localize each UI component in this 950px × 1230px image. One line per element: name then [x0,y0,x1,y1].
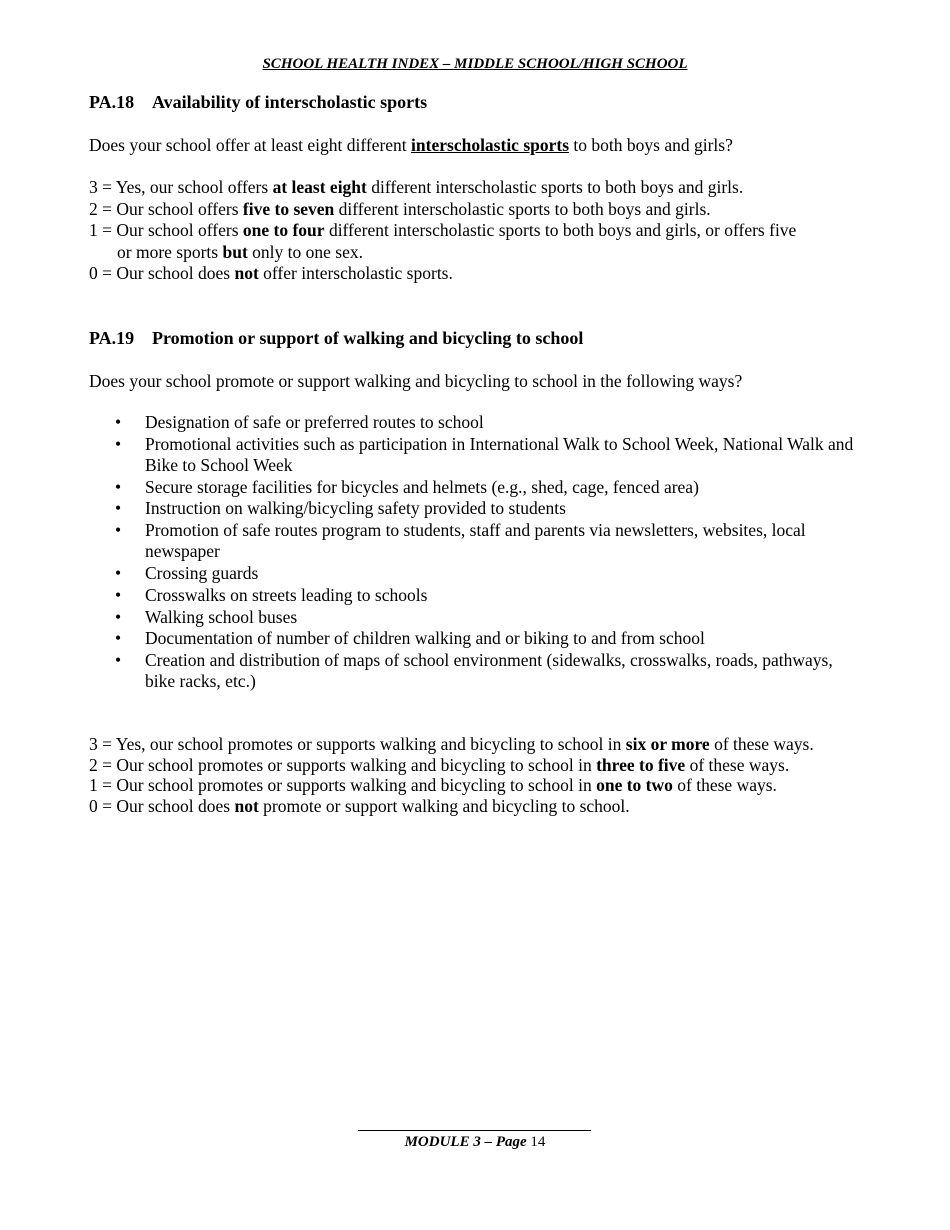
pa19-score-3: 3 = Yes, our school promotes or supports walking and bicycling to school in six or more of these ways. [89,734,814,754]
list-item: • Promotional activities such as participation in International Walk to School Week, National Walk and Bike to School Week [115,434,855,476]
module-label: MODULE 3 – Page [404,1134,527,1150]
pa19-ways-list [115,412,855,693]
list-item: • Promotion of safe routes program to students, staff and parents via newsletters, websites, local newspaper [115,520,855,562]
list-item: • Crossing guards [115,563,855,584]
pa18-number: PA.18 [89,92,135,112]
page-number: 14 [530,1134,546,1150]
pa18-score-3: 3 = Yes, our school offers at least eight different interscholastic sports to both boys and girls. [89,177,744,197]
list-item: • Secure storage facilities for bicycles and helmets (e.g., shed, cage, fenced area) [115,477,855,498]
footer-divider [358,1130,591,1131]
pa18-title: Availability of interscholastic sports [152,92,428,112]
page-footer [0,1134,950,1151]
pa19-score-1: 1 = Our school promotes or supports walking and bicycling to school in one to two of these ways. [89,775,777,795]
list-item: • Walking school buses [115,607,855,628]
running-header: SCHOOL HEALTH INDEX – MIDDLE SCHOOL/HIGH SCHOOL [262,56,688,72]
pa18-question: Does your school offer at least eight different interscholastic sports to both boys and girls? [89,135,733,155]
pa19-title: Promotion or support of walking and bicycling to school [152,328,584,348]
list-item: • Designation of safe or preferred routes to school [115,412,855,433]
pa18-heading [89,92,427,113]
pa18-score-2: 2 = Our school offers five to seven different interscholastic sports to both boys and girls. [89,199,711,219]
list-item: • Creation and distribution of maps of school environment (sidewalks, crosswalks, roads, pathways, bike racks, etc.) [115,650,855,692]
list-item: • Instruction on walking/bicycling safety provided to students [115,498,855,519]
interscholastic-sports-term: interscholastic sports [411,135,570,155]
pa19-score-2: 2 = Our school promotes or supports walking and bicycling to school in three to five of these ways. [89,755,790,775]
pa18-score-1: 1 = Our school offers one to four different interscholastic sports to both boys and girls, or offers five or more sports but only to one sex. [89,220,797,262]
pa19-number: PA.19 [89,328,135,348]
pa19-score-0: 0 = Our school does not promote or support walking and bicycling to school. [89,796,630,816]
pa19-question: Does your school promote or support walking and bicycling to school in the following ways? [89,371,743,391]
list-item: • Documentation of number of children walking and or biking to and from school [115,628,855,649]
list-item: • Crosswalks on streets leading to schools [115,585,855,606]
pa19-heading [89,328,583,349]
pa18-score-0: 0 = Our school does not offer interscholastic sports. [89,263,453,283]
